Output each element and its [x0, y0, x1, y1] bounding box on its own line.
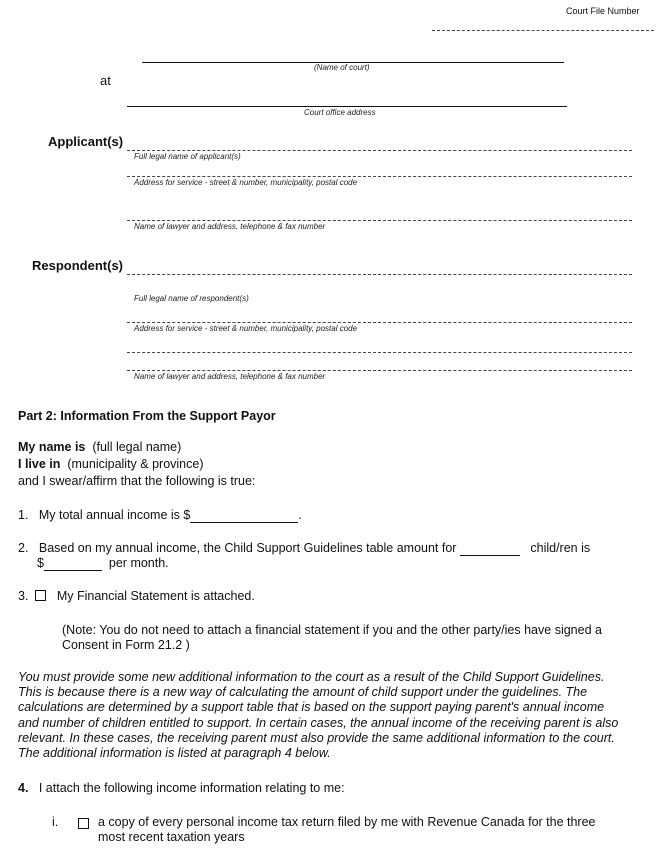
respondent-name-field[interactable] [127, 274, 632, 275]
applicant-name-caption: Full legal name of applicant(s) [134, 152, 241, 161]
applicant-name-field[interactable] [127, 150, 632, 151]
applicant-address-field[interactable] [127, 176, 632, 177]
guidelines-paragraph [18, 670, 648, 761]
item-1 [18, 508, 302, 523]
financial-statement-checkbox[interactable] [35, 590, 46, 601]
guidelines-line: relevant. In these cases, the receiving parent must also provide the same additional information to the court. [18, 730, 615, 745]
respondent-lawyer-caption: Name of lawyer and address, telephone & fax number [134, 372, 326, 381]
item-2-amount-line [37, 556, 169, 571]
tax-return-checkbox-wrap [78, 815, 89, 833]
item-3-text: My Financial Statement is attached. [56, 589, 255, 603]
guidelines-line: and number of children entitled to support. In certain cases, the annual income of the receiving parent is also [18, 715, 619, 730]
respondent-lawyer-field-b[interactable] [127, 370, 632, 371]
guidelines-line: This is because there is a new way of calculating the amount of child support under the guidelines. The [18, 685, 588, 700]
item-3 [18, 589, 255, 603]
part2-heading: Part 2: Information From the Support Payor [18, 409, 276, 423]
guidelines-line: The additional information is listed at paragraph 4 below. [18, 746, 331, 761]
respondent-address-caption: Address for service - street & number, municipality, postal code [134, 324, 358, 333]
item-2-text-b: child/ren is [530, 541, 591, 555]
item-2-dollar: $ [37, 556, 44, 570]
item-2-text-a: Based on my annual income, the Child Support Guidelines table amount for [38, 541, 457, 555]
item-2 [18, 541, 590, 556]
applicant-address-caption: Address for service - street & number, municipality, postal code [134, 178, 358, 187]
sub-item-i-line-1: a copy of every personal income tax return filed by me with Revenue Canada for the three [98, 815, 596, 829]
monthly-amount-field[interactable] [44, 556, 102, 571]
respondent-address-field[interactable] [127, 322, 632, 323]
applicant-lawyer-caption: Name of lawyer and address, telephone & fax number [134, 222, 326, 231]
item-4-text: I attach the following income information relating to me: [38, 781, 345, 795]
tax-return-checkbox[interactable] [78, 818, 89, 829]
item-4-number: 4. [18, 781, 29, 795]
item-3-number: 3. [18, 589, 29, 603]
my-name-hint: (full legal name) [92, 440, 182, 454]
item-1-period: . [298, 508, 302, 522]
applicants-label: Applicant(s) [48, 134, 124, 149]
item-4 [18, 781, 345, 795]
guidelines-line: You must provide some new additional information to the court as a result of the Child Support Guidelines. [18, 670, 605, 684]
guidelines-line: calculations are determined by a support table that is based on the support paying parent's annual income [18, 700, 605, 715]
applicant-lawyer-field[interactable] [127, 220, 632, 221]
court-file-number-field[interactable] [432, 30, 654, 31]
item-2-per-month: per month. [108, 556, 169, 570]
sub-item-i-line-2: most recent taxation years [98, 830, 245, 844]
court-address-caption: Court office address [304, 108, 376, 117]
live-in-label: I live in [18, 457, 61, 471]
annual-income-field[interactable] [190, 508, 298, 523]
item-1-text: My total annual income is $ [38, 508, 191, 522]
at-label: at [100, 73, 111, 88]
respondent-lawyer-field-a[interactable] [127, 352, 632, 353]
my-name-label: My name is [18, 440, 86, 454]
my-name-line [18, 440, 181, 454]
live-in-hint: (municipality & province) [67, 457, 204, 471]
court-address-field[interactable] [127, 106, 567, 107]
item-1-number: 1. [18, 508, 29, 522]
respondent-name-caption: Full legal name of respondent(s) [134, 294, 249, 303]
sub-item-i-number: i. [52, 815, 59, 829]
children-count-field[interactable] [460, 541, 520, 556]
note-line-1: (Note: You do not need to attach a financial statement if you and the other party/ies have signed a [62, 623, 602, 637]
court-name-caption: (Name of court) [314, 63, 370, 72]
item-2-number: 2. [18, 541, 29, 555]
live-in-line [18, 457, 204, 471]
note-line-2: Consent in Form 21.2 ) [62, 638, 190, 652]
respondents-label: Respondent(s) [32, 258, 123, 273]
court-file-number-label: Court File Number [566, 6, 640, 16]
swear-statement: and I swear/affirm that the following is true: [18, 474, 256, 488]
